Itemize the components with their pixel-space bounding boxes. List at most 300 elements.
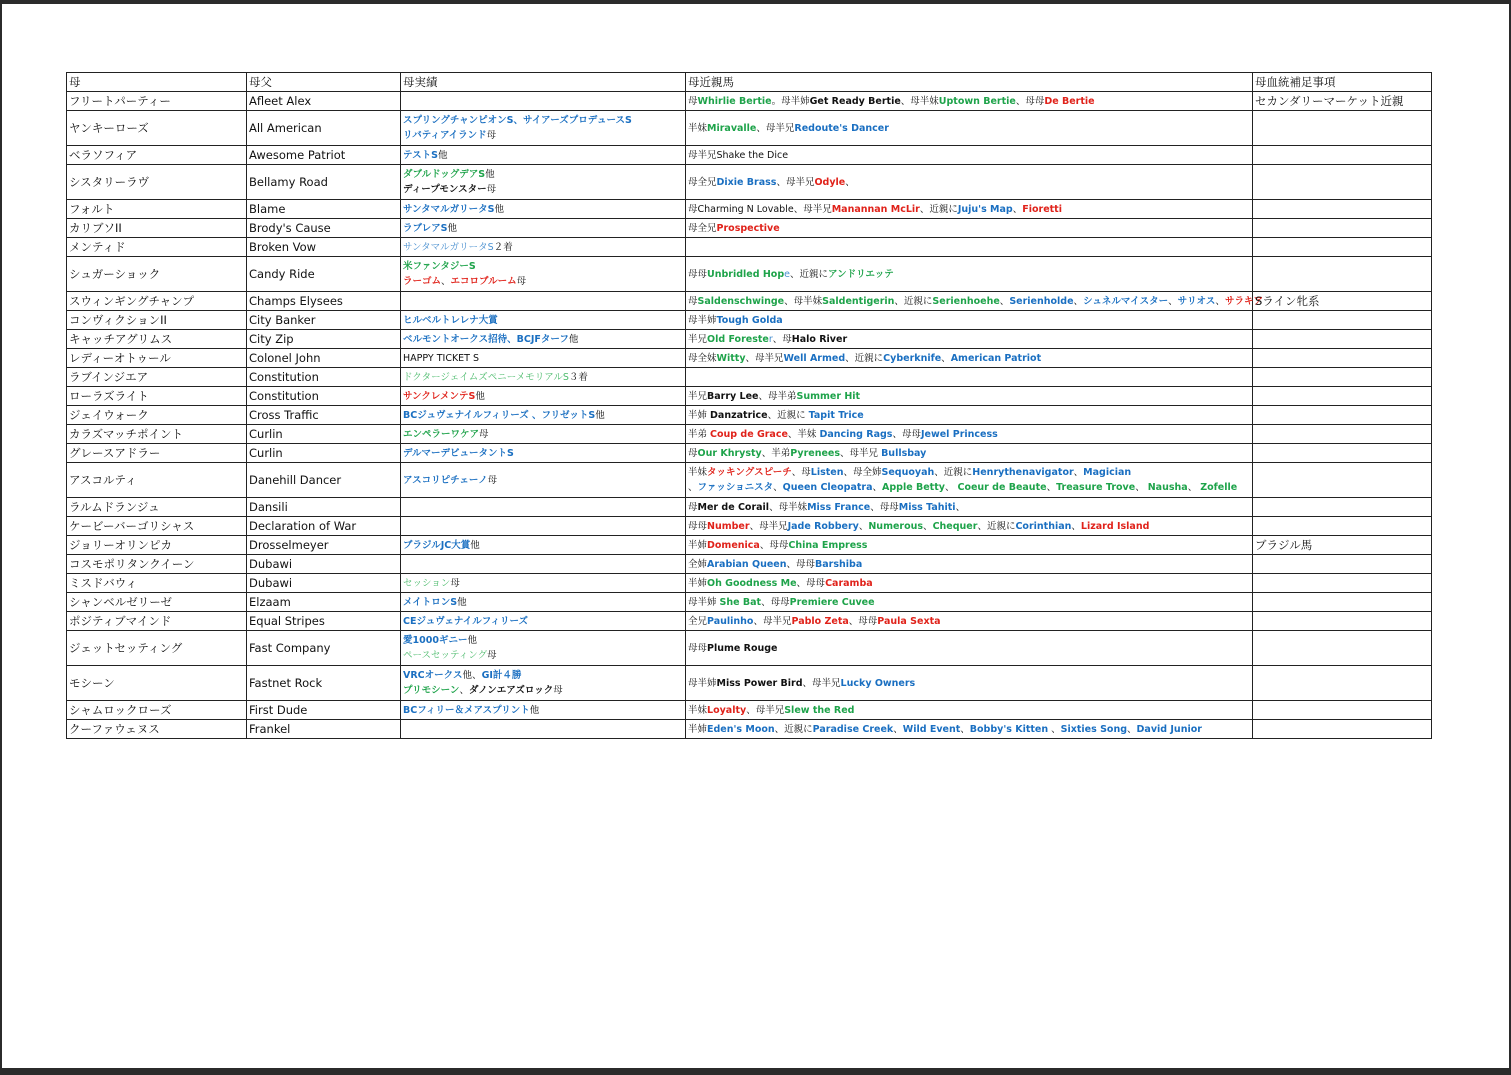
- record-text: 他: [457, 596, 467, 608]
- table-row: [67, 631, 1432, 666]
- rel-text: Lucky Owners: [840, 677, 916, 689]
- rel-text: Manannan McLir: [831, 203, 920, 215]
- rel-text: Cyberknife: [883, 352, 942, 364]
- rel-text: 、母母: [759, 539, 789, 551]
- rel-text: 母半姉: [688, 596, 720, 608]
- rel-text: Coup de Grace: [710, 428, 788, 440]
- rel-text: 母全兄: [688, 222, 717, 234]
- table-row: [67, 701, 1432, 720]
- rel-line: [688, 519, 1250, 534]
- header-dam-relatives: 母近親馬: [686, 73, 1253, 92]
- record-text: サンタマルガリータS: [403, 241, 494, 253]
- record-text: ２着: [493, 241, 513, 253]
- rel-text: Henrythenavigator: [972, 467, 1074, 478]
- record-line: [403, 113, 683, 128]
- rel-text: Loyalty: [707, 704, 747, 716]
- dam-relatives-cell: [686, 257, 1253, 292]
- rel-text: Number: [707, 520, 750, 532]
- record-text: GI計４勝: [481, 670, 522, 681]
- pedigree-note: [1253, 311, 1432, 330]
- dam-sire-name: First Dude: [247, 701, 401, 720]
- table-row: [67, 111, 1432, 146]
- pedigree-note: [1253, 425, 1432, 444]
- dam-name: シュガーショック: [67, 257, 247, 292]
- pedigree-note: [1253, 238, 1432, 257]
- rel-line: [688, 332, 1250, 347]
- rel-text: 、近親に: [894, 295, 933, 307]
- rel-text: 半姉: [688, 577, 708, 589]
- record-text: 母: [487, 474, 498, 486]
- record-text: ダブルドッグデアS: [403, 169, 486, 180]
- dam-record-cell: [401, 146, 686, 165]
- record-line: [403, 370, 683, 385]
- record-text: スプリングチャンピオンS、サイアーズプロデュースS: [403, 115, 632, 126]
- rel-text: 、母母: [761, 596, 790, 608]
- rel-text: 、: [1135, 482, 1148, 493]
- rel-text: 母母: [688, 642, 708, 654]
- dam-name: ジェットセッティング: [67, 631, 247, 666]
- record-text: VRCオークス: [403, 670, 463, 681]
- table-row: [67, 311, 1432, 330]
- rel-line: [688, 313, 1250, 328]
- rel-text: 、近親に: [845, 352, 884, 364]
- rel-text: 半兄: [688, 333, 708, 345]
- rel-text: 半兄: [688, 390, 708, 402]
- dam-sire-name: City Zip: [247, 330, 401, 349]
- rel-text: 、近親に: [774, 723, 813, 735]
- header-pedigree-notes: 母血統補足事項: [1253, 73, 1432, 92]
- table-row: [67, 425, 1432, 444]
- rel-text: 、母母: [1015, 95, 1045, 107]
- dam-record-cell: [401, 701, 686, 720]
- rel-text: 半姉: [688, 409, 711, 421]
- dam-name: ラブインジエア: [67, 368, 247, 387]
- record-line: [403, 703, 683, 718]
- record-line: [403, 274, 683, 289]
- rel-text: 、: [1073, 467, 1084, 478]
- pedigree-note: [1253, 146, 1432, 165]
- rel-text: 、母母: [796, 577, 826, 589]
- record-text: 他: [595, 409, 605, 421]
- rel-text: 、母半妹: [769, 501, 808, 513]
- rel-text: 、近親に: [767, 409, 809, 421]
- record-text: プリモシーン: [403, 685, 460, 696]
- rel-text: Witty: [716, 352, 746, 364]
- dam-sire-name: Awesome Patriot: [247, 146, 401, 165]
- dam-name: ジョリーオリンピカ: [67, 536, 247, 555]
- dam-name: ポジティブマインド: [67, 612, 247, 631]
- rel-text: 、母半兄: [753, 615, 792, 627]
- rel-text: 全姉: [688, 558, 708, 570]
- rel-text: ファッショニスタ: [697, 482, 774, 493]
- record-line: [403, 408, 683, 423]
- document-page: [2, 4, 1509, 1068]
- record-text: ダノンエアズロック: [468, 685, 554, 696]
- rel-text: 全兄: [688, 615, 708, 627]
- table-row: [67, 200, 1432, 219]
- record-text: CEジュヴェナイルフィリーズ: [403, 615, 528, 627]
- table-row: [67, 292, 1432, 311]
- rel-text: 半妹: [688, 704, 708, 716]
- rel-text: 半姉: [688, 539, 708, 551]
- record-line: [403, 538, 683, 553]
- table-body: [67, 92, 1432, 739]
- table-row: [67, 219, 1432, 238]
- dam-relatives-cell: [686, 425, 1253, 444]
- pedigree-note: [1253, 631, 1432, 666]
- dam-relatives-cell: [686, 146, 1253, 165]
- record-text: エンペラーワケア: [403, 428, 480, 440]
- pedigree-note: Sライン牝系: [1253, 292, 1432, 311]
- dam-record-cell: [401, 165, 686, 200]
- rel-text: 、母母: [786, 558, 816, 570]
- rel-text: Miss France: [807, 501, 871, 513]
- rel-text: Danzatrice: [710, 409, 768, 421]
- dam-relatives-cell: [686, 330, 1253, 349]
- record-line: [403, 167, 683, 182]
- rel-text: Juju's Map: [957, 203, 1013, 215]
- record-text: 他: [529, 704, 540, 716]
- dam-name: シャムロックローズ: [67, 701, 247, 720]
- dam-relatives-cell: [686, 720, 1253, 739]
- rel-text: 母母: [688, 520, 708, 532]
- rel-line: [688, 202, 1250, 217]
- rel-line: [688, 500, 1250, 515]
- rel-text: 母半姉: [688, 314, 717, 326]
- rel-text: 半弟: [688, 428, 711, 440]
- rel-text: 、母半兄: [749, 520, 788, 532]
- pedigree-note: [1253, 720, 1432, 739]
- dam-relatives-cell: [686, 92, 1253, 111]
- record-text: ラブレアS: [403, 222, 448, 234]
- rel-text: 、母: [791, 467, 811, 478]
- pedigree-note: [1253, 406, 1432, 425]
- record-text: ブラジルJC大賞: [403, 539, 471, 551]
- rel-text: China Empress: [788, 539, 868, 551]
- table-row: [67, 574, 1432, 593]
- dam-sire-name: Equal Stripes: [247, 612, 401, 631]
- dam-name: アスコルティ: [67, 463, 247, 498]
- pedigree-note: [1253, 387, 1432, 406]
- dam-relatives-cell: [686, 555, 1253, 574]
- rel-text: 半妹: [688, 122, 708, 134]
- record-text: ３着: [568, 371, 588, 383]
- rel-line: [688, 614, 1250, 629]
- rel-text: Saldentigerin: [822, 295, 895, 307]
- dam-relatives-cell: [686, 536, 1253, 555]
- rel-text: Caramba: [825, 577, 873, 589]
- rel-text: Well Armed: [783, 352, 846, 364]
- table-row: [67, 720, 1432, 739]
- record-text: サンクレメンテS: [403, 390, 476, 402]
- record-text: 、: [459, 685, 469, 696]
- dam-relatives-cell: [686, 165, 1253, 200]
- dam-relatives-cell: [686, 498, 1253, 517]
- dam-name: グレースアドラー: [67, 444, 247, 463]
- rel-text: Serienhoehe: [932, 295, 1000, 307]
- dam-name: キャッチアグリムス: [67, 330, 247, 349]
- rel-text: Eden's Moon: [707, 723, 775, 735]
- pedigree-note: [1253, 368, 1432, 387]
- table-row: [67, 498, 1432, 517]
- rel-text: 、: [1215, 295, 1225, 307]
- rel-text: 、半弟: [761, 447, 791, 459]
- dam-name: レディーオトゥール: [67, 349, 247, 368]
- record-text: ディープモンスター: [403, 184, 487, 195]
- pedigree-note: [1253, 349, 1432, 368]
- dam-sire-name: Dubawi: [247, 555, 401, 574]
- rel-line: [688, 121, 1250, 136]
- rel-line: [688, 703, 1250, 718]
- rel-text: 、: [1187, 482, 1201, 493]
- rel-text: Chequer: [932, 520, 978, 532]
- rel-text: 、: [955, 501, 966, 513]
- rel-text: Jewel Princess: [920, 428, 998, 440]
- rel-text: 母全妹: [688, 352, 717, 364]
- record-text: 米ファンタジーS: [403, 261, 476, 272]
- dam-sire-name: Broken Vow: [247, 238, 401, 257]
- record-line: [403, 202, 683, 217]
- rel-text: Numerous: [868, 520, 924, 532]
- record-text: ヒルベルトレレナ大賞: [403, 314, 498, 326]
- dam-record-cell: [401, 498, 686, 517]
- dam-record-cell: [401, 292, 686, 311]
- table-row: [67, 612, 1432, 631]
- dam-record-cell: [401, 666, 686, 701]
- dam-name: ジェイウォーク: [67, 406, 247, 425]
- pedigree-note: [1253, 330, 1432, 349]
- pedigree-note: [1253, 444, 1432, 463]
- pedigree-table: [66, 72, 1432, 739]
- record-line: [403, 313, 683, 328]
- pedigree-note: [1253, 701, 1432, 720]
- dam-record-cell: [401, 311, 686, 330]
- dam-relatives-cell: [686, 406, 1253, 425]
- dam-record-cell: [401, 219, 686, 238]
- dam-relatives-cell: [686, 238, 1253, 257]
- pedigree-note: [1253, 517, 1432, 536]
- rel-text: Zofelle: [1200, 482, 1238, 493]
- rel-text: 、母全姉: [843, 467, 882, 478]
- record-text: 母: [486, 184, 497, 195]
- record-line: [403, 576, 683, 591]
- rel-text: 母全兄: [688, 176, 717, 188]
- dam-name: コスモポリタンクイーン: [67, 555, 247, 574]
- rel-line: [688, 294, 1263, 309]
- dam-record-cell: [401, 536, 686, 555]
- rel-text: Slew the Red: [784, 704, 855, 716]
- rel-text: 、母半兄: [840, 447, 882, 459]
- dam-relatives-cell: [686, 368, 1253, 387]
- dam-record-cell: [401, 387, 686, 406]
- rel-text: Old Foreste: [707, 333, 769, 345]
- dam-name: フォルト: [67, 200, 247, 219]
- pedigree-note: [1253, 612, 1432, 631]
- rel-text: e: [784, 268, 790, 280]
- dam-sire-name: Constitution: [247, 387, 401, 406]
- record-line: [403, 614, 683, 629]
- dam-name: モシーン: [67, 666, 247, 701]
- rel-text: 、: [999, 295, 1010, 307]
- rel-text: Pyrenees: [790, 447, 841, 459]
- record-line: [403, 351, 683, 366]
- record-text: 他: [470, 539, 480, 551]
- pedigree-note: [1253, 593, 1432, 612]
- dam-record-cell: [401, 330, 686, 349]
- dam-record-cell: [401, 612, 686, 631]
- record-text: BCフィリー＆メアスプリント: [403, 704, 530, 716]
- dam-record-cell: [401, 368, 686, 387]
- pedigree-note: [1253, 463, 1432, 498]
- rel-text: 、近親に: [977, 520, 1016, 532]
- rel-text: Apple Betty: [882, 482, 945, 493]
- dam-record-cell: [401, 574, 686, 593]
- record-text: HAPPY TICKET S: [403, 352, 480, 364]
- pedigree-note: ブラジル馬: [1253, 536, 1432, 555]
- record-line: [403, 128, 683, 143]
- header-dam: 母: [67, 73, 247, 92]
- rel-text: Miss Power Bird: [716, 677, 803, 689]
- rel-text: 、: [1046, 482, 1057, 493]
- rel-text: サラキア: [1224, 295, 1263, 307]
- rel-line: [688, 389, 1250, 404]
- rel-text: Uptown Bertie: [938, 95, 1016, 107]
- rel-text: Unbridled Hop: [707, 268, 785, 280]
- rel-text: Serienholde: [1009, 295, 1074, 307]
- rel-text: 母母: [688, 268, 708, 280]
- dam-sire-name: Curlin: [247, 425, 401, 444]
- rel-text: 、母: [772, 333, 792, 345]
- dam-sire-name: Brody's Cause: [247, 219, 401, 238]
- rel-text: 、: [845, 176, 855, 188]
- rel-text: Wild Event: [902, 723, 961, 735]
- dam-name: コンヴィクションII: [67, 311, 247, 330]
- record-line: [403, 473, 683, 488]
- dam-sire-name: Champs Elysees: [247, 292, 401, 311]
- rel-text: 、母半妹: [784, 295, 823, 307]
- dam-relatives-cell: [686, 311, 1253, 330]
- dam-sire-name: Fast Company: [247, 631, 401, 666]
- rel-text: Queen Cleopatra: [782, 482, 873, 493]
- rel-text: 、: [773, 482, 783, 493]
- dam-sire-name: Blame: [247, 200, 401, 219]
- dam-sire-name: Fastnet Rock: [247, 666, 401, 701]
- table-row: [67, 257, 1432, 292]
- dam-sire-name: Curlin: [247, 444, 401, 463]
- dam-sire-name: Dansili: [247, 498, 401, 517]
- dam-name: カラズマッチポイント: [67, 425, 247, 444]
- rel-text: Domenica: [707, 539, 760, 551]
- rel-text: 、: [688, 482, 698, 493]
- rel-text: Bobby's Kitten: [969, 723, 1049, 735]
- rel-text: Sixties Song: [1060, 723, 1128, 735]
- rel-text: 、母半兄: [776, 176, 815, 188]
- record-line: [403, 182, 683, 197]
- rel-text: 、: [858, 520, 869, 532]
- rel-text: 、: [944, 482, 958, 493]
- table-row: [67, 517, 1432, 536]
- table-row: [67, 555, 1432, 574]
- record-text: 他: [447, 222, 457, 234]
- record-line: [403, 148, 683, 163]
- dam-relatives-cell: [686, 666, 1253, 701]
- record-text: 他: [437, 149, 448, 161]
- rel-text: 、母半妹: [900, 95, 939, 107]
- pedigree-note: [1253, 165, 1432, 200]
- dam-record-cell: [401, 517, 686, 536]
- rel-text: 、母母: [870, 501, 899, 513]
- dam-relatives-cell: [686, 612, 1253, 631]
- pedigree-note: [1253, 574, 1432, 593]
- rel-text: Get Ready Bertie: [809, 95, 901, 107]
- dam-name: ヤンキーローズ: [67, 111, 247, 146]
- rel-text: Summer Hit: [796, 390, 861, 402]
- record-text: 母: [479, 428, 489, 440]
- dam-name: メンティド: [67, 238, 247, 257]
- record-line: [403, 683, 683, 698]
- pedigree-note: [1253, 498, 1432, 517]
- dam-sire-name: Drosselmeyer: [247, 536, 401, 555]
- rel-text: Tough Golda: [716, 314, 783, 326]
- dam-sire-name: Elzaam: [247, 593, 401, 612]
- dam-record-cell: [401, 238, 686, 257]
- table-row: [67, 536, 1432, 555]
- pedigree-note: [1253, 111, 1432, 146]
- rel-text: Barry Lee: [707, 390, 759, 402]
- rel-line: [688, 576, 1250, 591]
- rel-text: シュネルマイスター: [1083, 295, 1169, 307]
- record-text: 他: [467, 635, 477, 646]
- rel-text: Bullsbay: [881, 447, 927, 459]
- rel-text: 、近親に: [789, 268, 828, 280]
- rel-text: Dancing Rags: [819, 428, 893, 440]
- table-row: [67, 146, 1432, 165]
- dam-relatives-cell: [686, 593, 1253, 612]
- rel-text: 半妹: [688, 467, 708, 478]
- record-text: 他: [494, 203, 505, 215]
- rel-text: 、: [1048, 723, 1061, 735]
- dam-sire-name: Constitution: [247, 368, 401, 387]
- pedigree-note: [1253, 666, 1432, 701]
- rel-text: Premiere Cuvee: [789, 596, 875, 608]
- dam-name: ベラソフィア: [67, 146, 247, 165]
- dam-record-cell: [401, 425, 686, 444]
- dam-record-cell: [401, 257, 686, 292]
- rel-line: [688, 175, 1250, 190]
- rel-text: Pablo Zeta: [791, 615, 849, 627]
- rel-text: 母: [688, 501, 698, 513]
- rel-line: [688, 676, 1250, 691]
- dam-record-cell: [401, 463, 686, 498]
- rel-text: 、半妹: [787, 428, 820, 440]
- rel-text: 、: [941, 352, 951, 364]
- rel-line: [688, 722, 1250, 737]
- rel-text: Barshiba: [815, 558, 863, 570]
- dam-relatives-cell: [686, 349, 1253, 368]
- rel-line: [688, 351, 1250, 366]
- record-text: 愛1000ギニー: [403, 635, 468, 646]
- rel-text: Nausha: [1147, 482, 1188, 493]
- rel-text: 、母半兄: [745, 352, 784, 364]
- record-line: [403, 648, 683, 663]
- record-text: 母: [487, 650, 497, 661]
- rel-text: Miss Tahiti: [898, 501, 956, 513]
- record-text: セッション: [403, 577, 451, 589]
- table-row: [67, 368, 1432, 387]
- rel-line: [688, 148, 1250, 163]
- dam-sire-name: Bellamy Road: [247, 165, 401, 200]
- rel-text: Whirlie Bertie: [697, 95, 772, 107]
